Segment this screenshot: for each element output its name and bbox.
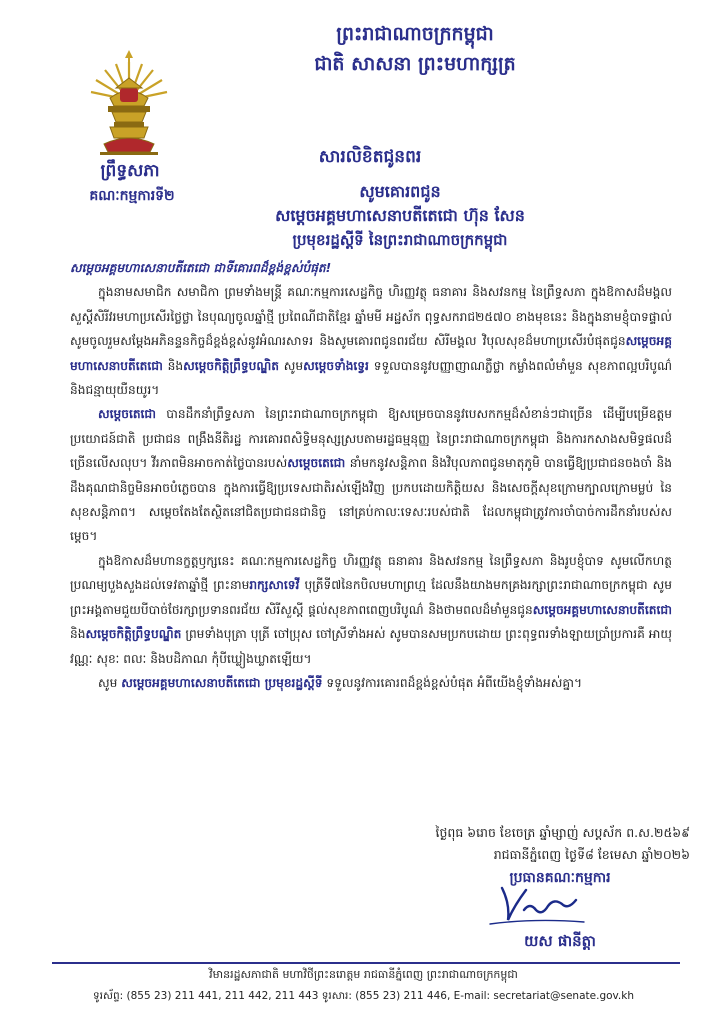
letter-body [70,256,672,695]
paragraph-3 [70,549,672,671]
recipient-line1: សូមគោរពជូន [359,182,441,201]
paragraph-1-mid2: សូម [279,358,304,373]
signature-icon [480,880,590,928]
paragraph-4 [70,671,672,695]
paragraph-3-bold: រាក្សសាទេវី [249,578,300,593]
paragraph-2-text: បានដឹកនាំព្រឹទ្ធសភា នៃព្រះរាជាណាចក្រកម្ពុជា ឱ្យសម្រេចបាននូវបេសកកម្មដ៏សំខាន់ៗជាច្រើន ដើម្បីបម្រើឧត្តមប្រយោជន៍ជាតិ ប្រជាជន ពង្រឹងនីតិរដ្ឋ ការគោរពសិទ្ធិមនុស្សស្របតាមរដ្ឋធម្មនុញ្ញ នៃព្រះរាជាណាចក្រកម្ពុជា និងការកសាងសមិទ្ធផលដ៏ច្រើនលើសលុប។ វីរភាពមិនអាចកាត់ថ្លៃបានរបស់ [70,407,672,471]
signer-name: យស ផានីត្តា [524,932,596,950]
paragraph-3-bold2: សម្តេចអគ្គមហាសេនាបតីតេជោ [532,602,672,617]
sender-organization: ព្រឹទ្ធសភា [100,161,160,181]
paragraph-3-text: ក្នុងឱកាសដ៏មហានក្ខត្តឫក្សនេះ គណៈកម្មការសេដ្ឋកិច្ច ហិរញ្ញវត្ថុ ធនាគារ និងសវនកម្ម នៃព្រឹទ្ធសភា និងរូបខ្ញុំបាទ សូមលើកហត្ថប្រណម្យបួងសួងដល់ទេវតាឆ្នាំថ្មី ព្រះនាម [70,553,672,593]
footer-address: វិមានរដ្ឋសភាជាតិ មហាវិថីព្រះនរោត្តម រាជធានីភ្នំពេញ ព្រះរាជាណាចក្រកម្ពុជា [209,968,518,981]
paragraph-2-bold: សម្តេចតេជោ [98,407,157,422]
date-block [310,822,690,866]
paragraph-1 [70,280,672,402]
paragraph-4-start: សូម [98,675,122,690]
paragraph-2-end: នាំមកនូវសន្តិភាព និងវិបុលភាពជូនមាតុភូមិ បានធ្វើឱ្យប្រជាជនចងចាំ និងដឹងគុណជានិច្ចមិនអាចបំភ្លេចបាន ក្នុងការធ្វើឱ្យប្រទេសជាតិរស់ឡើងវិញ ប្រកបដោយកិត្តិយស និងសេចក្តីសុខក្រោមក្បាលក្រោមម្លប់ នៃសុខសន្តិភាព។ សម្តេចតែងតែស្ថិតនៅជិតប្រជាជនជានិច្ច នៅគ្រប់កាលៈទេសៈរបស់ជាតិ ដែលកម្ពុជាត្រូវការចាំបាច់ការដឹកនាំរបស់សម្តេច។ [70,456,672,544]
paragraph-1-bold1: សម្តេចអគ្គមហាសេនាបតីតេជោ [70,334,672,373]
national-motto-line2: ជាតិ សាសនា ព្រះមហាក្សត្រ [314,53,516,75]
national-motto-line1: ព្រះរាជាណាចក្រកម្ពុជា [336,23,494,45]
paragraph-1-end: ទទួលបាននូវបញ្ញាញាណភ្លឺថ្លា កម្លាំងពលំមាំមួន សុខភាពល្អបរិបូណ៌ និងជន្មាយុយឺនយូរ។ [70,358,672,398]
paragraph-2 [70,402,672,548]
footer-divider [52,962,680,964]
sender-committee: គណៈកម្មការទី២ [89,188,175,204]
footer-contact: ទូរស័ព្ទ: (855 23) 211 441, 211 442, 211 443 ទូរសារ: (855 23) 211 446, E-mail: secretariat@senate.gov.kh [92,990,635,1002]
paragraph-2-bold2: សម្តេចតេជោ [287,456,346,471]
place-date: រាជធានីភ្នំពេញ ថ្ងៃទី៨ ខែមេសា ឆ្នាំ២០២៦ [493,847,690,862]
signer-role: ប្រធានគណៈកម្មការ [509,870,611,886]
paragraph-4-bold: សម្តេចអគ្គមហាសេនាបតីតេជោ ប្រមុខរដ្ឋស្តីទី [121,675,323,690]
paragraph-1-mid: និង [162,358,184,373]
letter-title: សារលិខិតជូនពរ [318,147,422,167]
paragraph-1-bold3: សម្តេចទាំងទ្វេរ [303,358,369,373]
senate-emblem-icon [86,48,172,156]
paragraph-1-bold2: សម្តេចកិត្តិព្រឹទ្ធបណ្ឌិត [183,358,279,373]
salutation: សម្តេចអគ្គមហាសេនាបតីតេជោ ជាទីគោរពដ៏ខ្ពង់ខ្ពស់បំផុត! [70,261,332,275]
recipient-line3: ប្រមុខរដ្ឋស្តីទី នៃព្រះរាជាណាចក្រកម្ពុជា [292,231,508,249]
paragraph-3-end: ព្រមទាំងបុត្រា បុត្រី ចៅប្រុស ចៅស្រីទាំងអស់ សូមបានសមប្រកបដោយ ព្រះពុទ្ធពរទាំងឡាយប្រាំប្រការគឺ អាយុ វណ្ណៈ សុខៈ ពលៈ និងបដិភាណ កុំបីឃ្លៀងឃ្លាតឡើយ។ [70,627,672,666]
paragraph-3-bold3: សម្តេចកិត្តិព្រឹទ្ធបណ្ឌិត [85,627,182,642]
paragraph-3-mid: បុត្រីទី៧នៃកបិលមហាព្រហ្ម ដែលនឹងយាងមកគ្រងរក្សាព្រះរាជាណាចក្រកម្ពុជា សូមព្រះអង្គតាមជួយបីបាច់ថែរក្សាប្រទានពរជ័យ សិរីសួស្តី ផ្តល់សុខភាពពេញបរិបូណ៌ និងថាមពលដ៏មាំមួនជូន [70,578,672,617]
paragraph-4-end: ទទួលនូវការគោរពដ៏ខ្ពង់ខ្ពស់បំផុត អំពីយើងខ្ញុំទាំងអស់គ្នា។ [322,675,582,690]
lunar-date: ថ្ងៃពុធ ៦រោច ខែចេត្រ ឆ្នាំម្សាញ់ សប្តស័ក ព.ស.២៥៦៩ [435,825,690,840]
recipient-block [190,180,610,252]
paragraph-3-mid2: និង [70,627,86,642]
paragraph-1-text: ក្នុងនាមសមាជិក សមាជិកា ព្រមទាំងមន្ត្រី គណៈកម្មការសេដ្ឋកិច្ច ហិរញ្ញវត្ថុ ធនាគារ និងសវនកម្ម នៃព្រឹទ្ធសភា ក្នុងឱកាសដ៏មង្គលសួស្តីសិរីវរមហាប្រសើរថ្លៃថ្លា នៃបុណ្យចូលឆ្នាំថ្មី ប្រពៃណីជាតិខ្មែរ ឆ្នាំមមី អដ្ឋស័ក ពុទ្ធសករាជ២៥៧០ ខាងមុខនេះ និងក្នុងនាមខ្ញុំបាទផ្ទាល់ សូមចូលរួមសម្តែងអភិនន្ទនកិច្ចដ៏ខ្ពង់ខ្ពស់នូវអំណរសាទរ និងសូមគោរពជូនពរជ័យ សិរីមង្គល វិបុលសុខដ៏មហាប្រសើរបំផុតជូន [70,285,672,349]
recipient-line2: សម្តេចអគ្គមហាសេនាបតីតេជោ ហ៊ុន សែន [275,206,525,225]
